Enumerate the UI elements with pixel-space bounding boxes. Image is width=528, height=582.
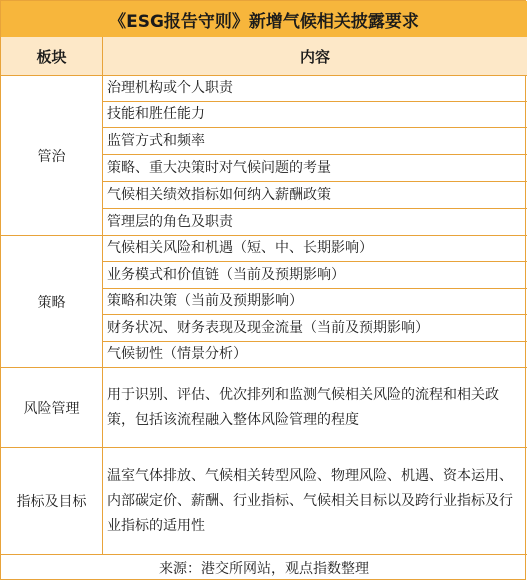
- list-item: 策略和决策（当前及预期影响）: [103, 289, 527, 315]
- list-item: 温室气体排放、气候相关转型风险、物理风险、机遇、资本运用、内部碳定价、薪酬、行业指标、气候相关目标以及跨行业指标及行业指标的适用性: [103, 448, 527, 555]
- list-item: 治理机构或个人职责: [103, 76, 527, 102]
- table-title: 《ESG报告守则》新增气候相关披露要求: [1, 1, 527, 38]
- category-metrics-targets: 指标及目标: [1, 448, 103, 555]
- list-item: 策略、重大决策时对气候问题的考量: [103, 155, 527, 182]
- category-strategy: 策略: [1, 236, 103, 368]
- list-item: 用于识别、评估、优次排列和监测气候相关风险的流程和相关政策，包括该流程融入整体风险管理的程度: [103, 368, 527, 448]
- category-governance: 管治: [1, 76, 103, 236]
- list-item: 气候相关风险和机遇（短、中、长期影响）: [103, 236, 527, 262]
- list-item: 财务状况、财务表现及现金流量（当前及预期影响）: [103, 315, 527, 342]
- source-footer: 来源：港交所网站，观点指数整理: [159, 561, 369, 577]
- list-item: 气候相关绩效指标如何纳入薪酬政策: [103, 182, 527, 209]
- header-content: 内容: [103, 37, 527, 76]
- list-item: 技能和胜任能力: [103, 102, 527, 128]
- list-item: 气候韧性（情景分析）: [103, 342, 527, 368]
- list-item: 管理层的角色及职责: [103, 209, 527, 236]
- list-item: 监管方式和频率: [103, 128, 527, 155]
- header-category: 板块: [1, 37, 103, 76]
- category-risk-management: 风险管理: [1, 368, 103, 448]
- list-item: 业务模式和价值链（当前及预期影响）: [103, 262, 527, 289]
